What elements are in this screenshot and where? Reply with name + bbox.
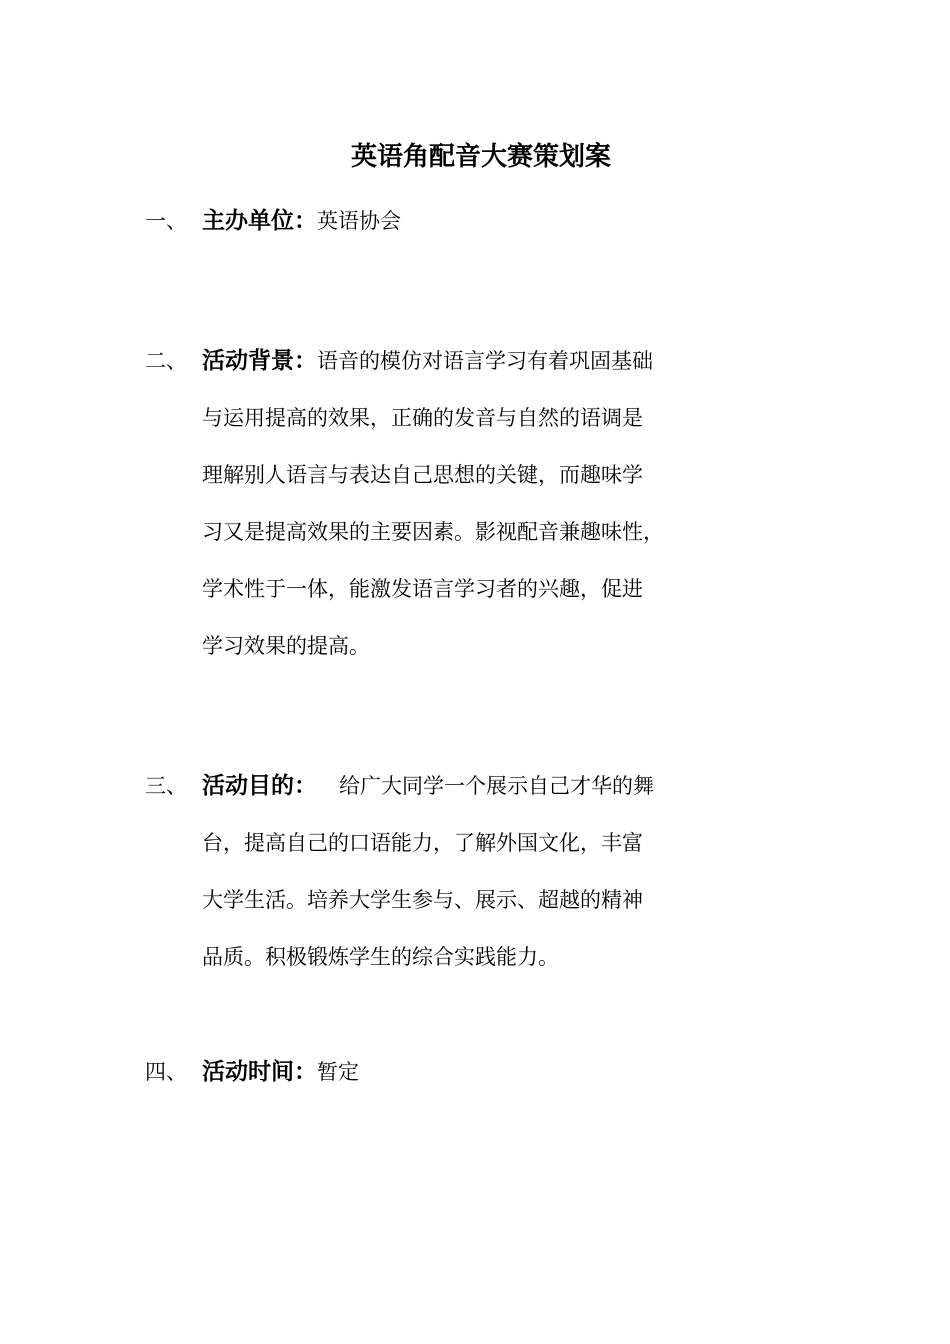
section-heading: 活动背景： [202,348,317,374]
section-line [202,1044,722,1101]
section-body [202,193,722,250]
section-line: 习又是提高效果的主要因素。影视配音兼趣味性， [202,520,664,544]
section-text: 暂定 [317,1060,359,1084]
section-line: 台，提高自己的口语能力，了解外国文化，丰富 [202,831,643,855]
section-body [202,333,722,675]
section-body [202,758,722,986]
section-line [202,333,722,390]
section-line: 学术性于一体，能激发语言学习者的兴趣，促进 [202,577,643,601]
section-number: 三、 [145,774,187,798]
section-text: 英语协会 [317,209,401,233]
section-body [202,1044,722,1101]
section-line: 学习效果的提高。 [202,634,370,658]
section-heading: 活动目的： [202,773,317,799]
document-title: 英语角配音大赛策划案 [350,142,611,172]
section-line [202,758,722,815]
section-number: 四、 [145,1060,187,1084]
section-heading: 主办单位： [202,208,317,234]
section-line: 与运用提高的效果，正确的发音与自然的语调是 [202,406,643,430]
section-number: 二、 [145,349,187,373]
section-line: 大学生活。培养大学生参与、展示、超越的精神 [202,888,643,912]
section-line [202,193,722,250]
section-line: 品质。积极锻炼学生的综合实践能力。 [202,945,559,969]
section-line: 理解别人语言与表达自己思想的关键，而趣味学 [202,463,643,487]
section-text: 语音的模仿对语言学习有着巩固基础 [317,349,653,373]
section-number: 一、 [145,209,187,233]
section-heading: 活动时间： [202,1059,317,1085]
section-text: 给广大同学一个展示自己才华的舞 [339,774,654,798]
